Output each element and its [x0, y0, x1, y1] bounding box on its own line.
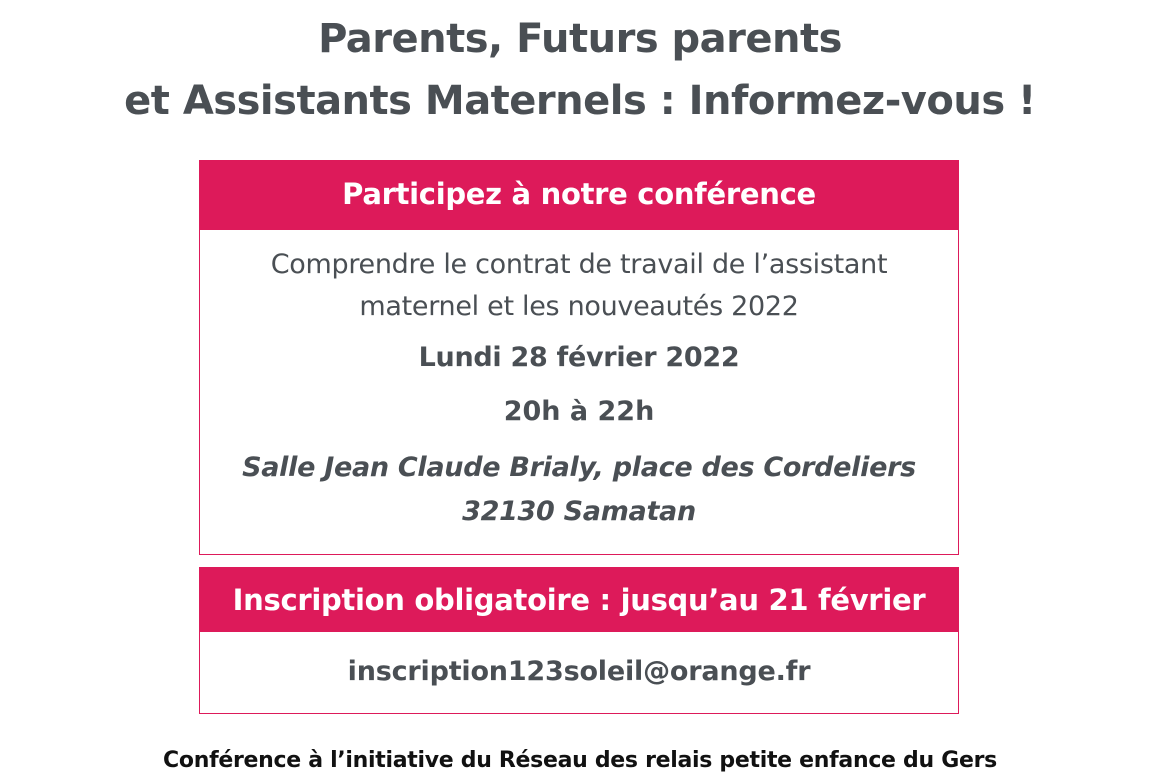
- conference-venue-line-2: 32130 Samatan: [462, 496, 696, 527]
- conference-hours: 20h à 22h: [503, 396, 655, 427]
- conference-card-header: Participez à notre conférence: [200, 161, 958, 230]
- inscription-email[interactable]: inscription123soleil@orange.fr: [347, 656, 811, 687]
- conference-card: [199, 160, 959, 555]
- conference-venue: [200, 446, 958, 534]
- conference-venue-line-1: Salle Jean Claude Brialy, place des Cordeliers: [242, 452, 916, 483]
- page-title-line-2: et Assistants Maternels : Informez-vous !: [124, 78, 1036, 124]
- page-title-line-1: Parents, Futurs parents: [318, 16, 842, 62]
- inscription-card-header: Inscription obligatoire : jusqu’au 21 février: [200, 568, 958, 632]
- conference-date: Lundi 28 février 2022: [418, 342, 740, 373]
- conference-topic-line-2: maternel et les nouveautés 2022: [359, 291, 799, 322]
- inscription-card: [199, 567, 959, 714]
- conference-topic: [240, 244, 918, 328]
- footer-note: Conférence à l’initiative du Réseau des relais petite enfance du Gers: [163, 748, 997, 773]
- conference-topic-line-1: Comprendre le contrat de travail de l’assistant: [270, 249, 888, 280]
